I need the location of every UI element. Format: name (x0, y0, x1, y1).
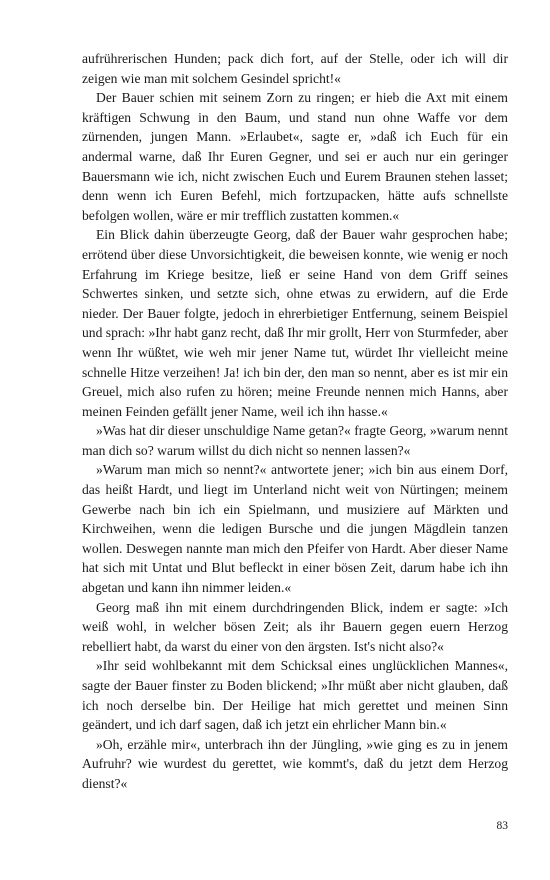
paragraph: »Ihr seid wohlbekannt mit dem Schicksal eines unglücklichen Mannes«, sagte der Bauer finster zu Boden blickend; »Ihr müßt aber nicht glauben, daß ich noch derselbe bin. Der Heilige hat mich gerettet und meinen Sinn geändert, und ich darf sagen, daß ich jetzt ein ehrlicher Mann bin.« (82, 658, 508, 733)
paragraph: »Oh, erzähle mir«, unterbrach ihn der Jüngling, »wie ging es zu in jenem Aufruhr? wie wurdest du gerettet, wie kommt's, daß du jetzt dem Herzog dienst?« (82, 736, 508, 791)
paragraph: Ein Blick dahin überzeugte Georg, daß der Bauer wahr gesprochen habe; errötend über diese Unvorsichtigkeit, die beweisen konnte, wie wenig er noch Erfahrung im Kriege besitze, ließ er seine Hand von dem Griff seines Schwertes sinken, und setzte sich, ohne etwas zu erwidern, auf die Erde nieder. Der Bauer folgte, jedoch in ehrerbietiger Entfernung, seinem Beispiel und sprach: »Ihr habt ganz recht, daß Ihr mir grollt, Herr von Sturmfeder, aber wenn Ihr wüßtet, wie weh mir jener Name tut, würdet Ihr vielleicht meine schnelle Hitze verzeihen! Ja! ich bin der, den man so nennt, aber es ist mir ein Greuel, mich also rufen zu hören; meine Freunde nennen mich Hanns, aber meinen Feinden gefällt jener Name, weil ich ihn hasse.« (82, 227, 508, 419)
paragraph: aufrührerischen Hunden; pack dich fort, auf der Stelle, oder ich will dir zeigen wie man mit solchem Gesindel spricht!« (82, 51, 508, 86)
paragraph: Georg maß ihn mit einem durchdringenden Blick, indem er sagte: »Ich weiß wohl, in welcher bösen Zeit; als ihr Bauern gegen euern Herzog rebelliert habt, da warst du einer von den ärgsten. Ist's nicht also?« (82, 599, 508, 654)
paragraph: »Warum man mich so nennt?« antwortete jener; »ich bin aus einem Dorf, das heißt Hardt, und liegt im Unterland nicht weit von Nürtingen; meinem Gewerbe nach bin ich ein Spielmann, und musiziere auf Märkten und Kirchweihen, wenn die ledigen Bursche und die jungen Mägdlein tanzen wollen. Deswegen nannte man mich den Pfeifer von Hardt. Aber dieser Name hat sich mit Untat und Blut befleckt in einer bösen Zeit, darum habe ich ihn abgetan und kann ihn nimmer leiden.« (82, 462, 508, 596)
paragraph: Der Bauer schien mit seinem Zorn zu ringen; er hieb die Axt mit einem kräftigen Schwung in den Baum, und stand nun ohne Waffe vor dem zürnenden, jungen Mann. »Erlaubet«, sagte er, »daß ich Euch für ein andermal warne, daß Ihr Euren Gegner, und sei er auch nur ein geringer Bauersmann wie ich, nicht zwischen Euch und Eurem Braunen stehen lasset; denn wenn ich Euren Befehl, mich fortzupacken, hätte aufs schnellste befolgen wollen, wäre er mir trefflich zustatten kommen.« (82, 90, 508, 223)
page-number: 83 (496, 820, 508, 832)
page-body (82, 49, 508, 794)
paragraph: »Was hat dir dieser unschuldige Name getan?« fragte Georg, »warum nennt man dich so? warum willst du dich nicht so nennen lassen?« (82, 423, 508, 458)
